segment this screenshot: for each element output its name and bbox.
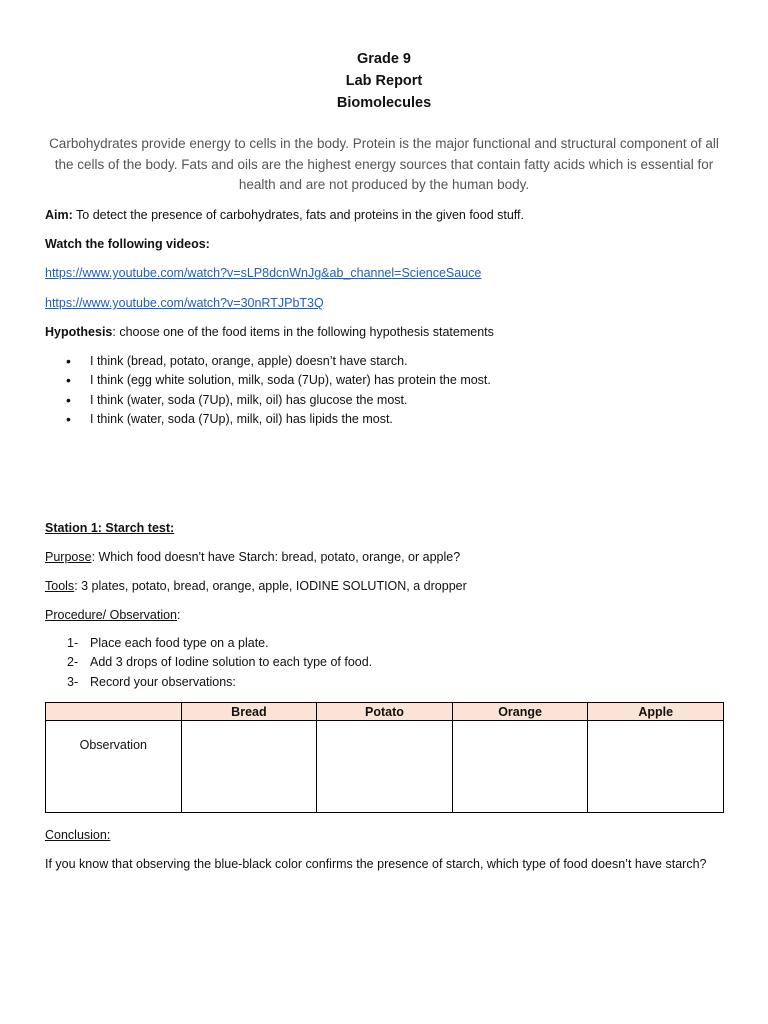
procedure-steps <box>67 634 372 692</box>
procedure-step <box>67 653 372 672</box>
procedure-step <box>67 634 372 653</box>
conclusion-question: If you know that observing the blue-black color confirms the presence of starch, which type of food doesn’t have starch? <box>45 857 707 871</box>
video-link-1-row <box>45 265 481 281</box>
hypothesis-label: Hypothesis <box>45 325 113 339</box>
title-biomolecules: Biomolecules <box>336 95 432 111</box>
observation-cell-apple[interactable] <box>588 721 724 813</box>
hypothesis-item: • I think (water, soda (7Up), milk, oil) has lipids the most. <box>66 410 491 429</box>
observation-cell-potato[interactable] <box>317 721 453 813</box>
title-lab-report: Lab Report <box>345 73 423 89</box>
header-apple: Apple <box>588 703 724 721</box>
observation-cell-bread[interactable] <box>181 721 317 813</box>
table-header-row <box>46 703 724 721</box>
purpose-line <box>45 549 460 565</box>
hypothesis-line <box>45 324 494 340</box>
video-link-1[interactable]: https://www.youtube.com/watch?v=sLP8dcnWnJg&ab_channel=ScienceSauce <box>45 266 482 280</box>
step-text: Add 3 drops of Iodine solution to each type of food. <box>90 655 373 670</box>
hypothesis-item: • I think (egg white solution, milk, soda (7Up), water) has protein the most. <box>66 371 491 390</box>
station-title: Station 1: Starch test: <box>45 521 175 535</box>
tools-line <box>45 578 467 594</box>
observation-row-label: Observation <box>46 721 182 813</box>
step-number: 1- <box>67 636 79 650</box>
table-row <box>46 721 724 813</box>
videos-heading: Watch the following videos: <box>45 237 210 251</box>
video-link-2[interactable]: https://www.youtube.com/watch?v=30nRTJPbT3Q <box>45 296 324 310</box>
title-grade: Grade 9 <box>357 51 411 67</box>
procedure-colon: : <box>177 608 181 622</box>
procedure-label: Procedure/ Observation <box>45 608 178 622</box>
hypothesis-list <box>66 352 491 429</box>
intro-paragraph: Carbohydrates provide energy to cells in the body. Protein is the major functional and structural component of all the cells of the body. Fats and oils are the highest energy sources that contain fatty acids which is essential for health and are not produced by the human body. <box>49 136 719 192</box>
header-empty-cell <box>46 703 182 721</box>
purpose-label: Purpose <box>45 550 92 564</box>
purpose-text: : Which food doesn't have Starch: bread, potato, orange, or apple? <box>91 550 461 564</box>
step-text: Record your observations: <box>90 674 236 689</box>
hypothesis-item: • I think (bread, potato, orange, apple) doesn’t have starch. <box>66 352 491 371</box>
header-bread: Bread <box>181 703 317 721</box>
hypothesis-item: • I think (water, soda (7Up), milk, oil) has glucose the most. <box>66 391 491 410</box>
aim-text: To detect the presence of carbohydrates, fats and proteins in the given food stuff. <box>72 208 524 222</box>
step-text: Place each food type on a plate. <box>90 636 269 650</box>
tools-label: Tools <box>45 579 75 593</box>
observation-cell-orange[interactable] <box>452 721 588 813</box>
video-link-2-row <box>45 295 324 311</box>
header-potato: Potato <box>317 703 453 721</box>
procedure-step <box>67 673 372 692</box>
observation-table <box>45 702 724 813</box>
conclusion-label: Conclusion: <box>45 828 111 842</box>
document-title-block <box>0 48 768 114</box>
aim-line <box>45 207 524 223</box>
tools-text: : 3 plates, potato, bread, orange, apple, IODINE SOLUTION, a dropper <box>74 579 467 593</box>
header-orange: Orange <box>452 703 588 721</box>
step-number: 2- <box>67 655 79 670</box>
hypothesis-text: : choose one of the food items in the following hypothesis statements <box>112 325 494 339</box>
step-number: 3- <box>67 674 79 689</box>
aim-label: Aim: <box>45 208 73 222</box>
procedure-line <box>45 607 181 623</box>
